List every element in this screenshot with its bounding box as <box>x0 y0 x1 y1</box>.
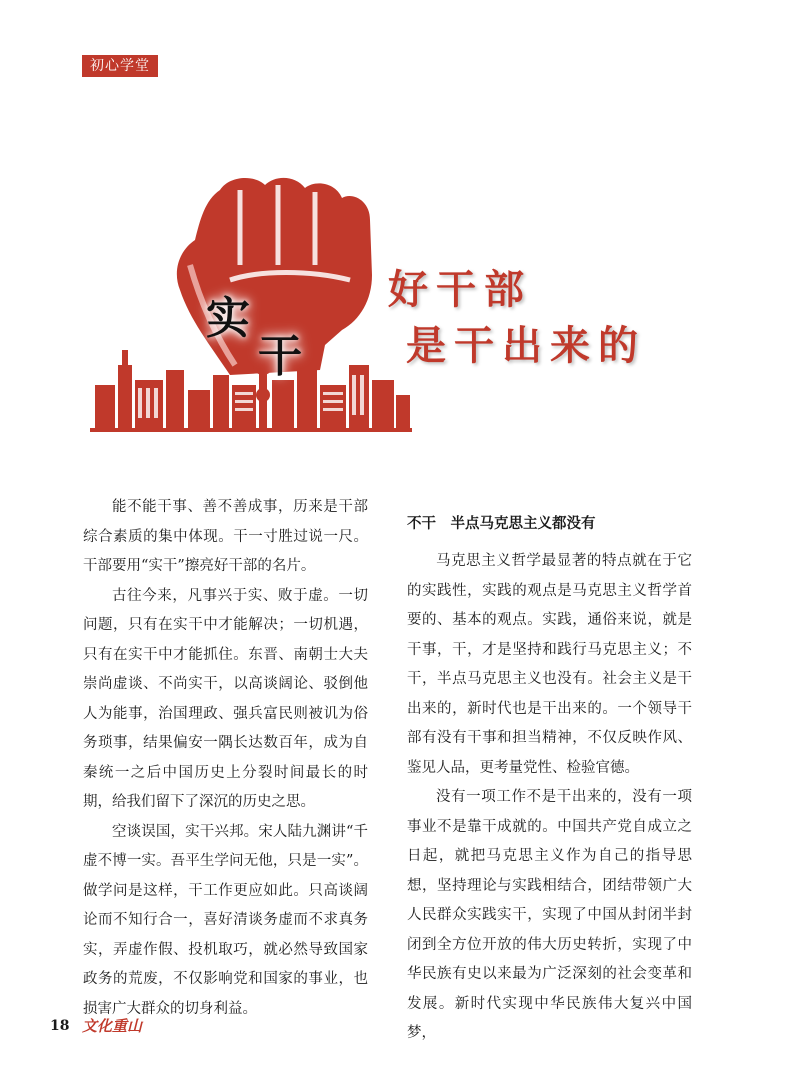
paragraph: 空谈误国，实干兴邦。宋人陆九渊讲“千虚不博一实。吾平生学问无他，只是一实”。做学问是这样，干工作更应如此。只高谈阔论而不知行合一，喜好清谈务虚而不求真务实，弄虚作假、投机取巧，就必然导致国家政务的荒废，不仅影响党和国家的事业，也损害广大群众的切身利益。 <box>83 823 368 1017</box>
right-column <box>407 493 692 1049</box>
magazine-logo: 文化重山 <box>82 1017 143 1035</box>
paragraph: 马克思主义哲学最显著的特点就在于它的实践性，实践的观点是马克思主义哲学首要的、基本的观点。实践，通俗来说，就是干事，干，才是坚持和践行马克思主义；不干，半点马克思主义也没有。社会主义是干出来的，新时代也是干出来的。一个领导干部有没有干事和担当精神，不仅反映作风、鉴见人品，更考量党性、检验官德。 <box>407 553 692 776</box>
hero-char-shi: 实 <box>206 293 250 344</box>
paragraph: 古往今来，凡事兴于实、败于虚。一切问题，只有在实干中才能解决；一切机遇，只有在实干中才能抓住。东晋、南朝士大夫崇尚虚谈、不尚实干，以高谈阔论、驳倒他人为能事，治国理政、强兵富民则被讥为俗务琐事，结果偏安一隅长达数百年，成为自秦统一之后中国历史上分裂时间最长的时期，给我们留下了深沉的历史之思。 <box>83 587 368 810</box>
section-heading: 不干 半点马克思主义都没有 <box>407 516 596 532</box>
page-number: 18 <box>50 1018 70 1034</box>
left-column <box>83 493 368 1024</box>
fist-city-illustration <box>80 170 420 440</box>
hero-illustration <box>80 170 420 440</box>
paragraph: 能不能干事、善不善成事，历来是干部综合素质的集中体现。干一寸胜过说一尺。干部要用“实干”擦亮好干部的名片。 <box>83 499 368 574</box>
hero-char-gan: 干 <box>258 331 302 382</box>
paragraph: 没有一项工作不是干出来的，没有一项事业不是靠干成就的。中国共产党自成立之日起，就把马克思主义作为自己的指导思想，坚持理论与实践相结合，团结带领广大人民群众实践实干，实现了中国从封闭半封闭到全方位开放的伟大历史转折，实现了中华民族有史以来最为广泛深刻的社会变革和发展。新时代实现中华民族伟大复兴中国梦， <box>407 789 692 1041</box>
article-title-line1: 好干部 <box>388 266 532 313</box>
section-tag: 初心学堂 <box>82 55 158 77</box>
article-title-line2: 是干出来的 <box>406 322 646 369</box>
